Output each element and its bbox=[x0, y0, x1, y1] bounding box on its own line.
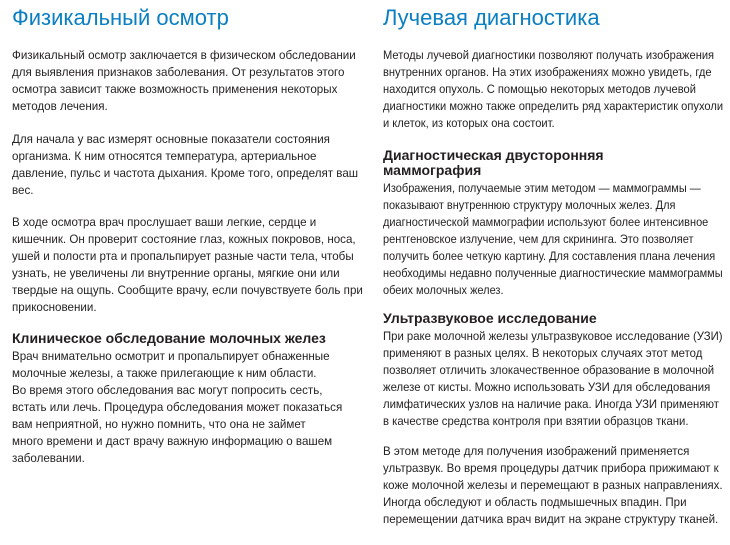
text-line: Иногда обследуют и область подмышечных впадин. При bbox=[383, 496, 687, 509]
text-line: и клеток, из которых она состоит. bbox=[383, 117, 555, 130]
text-line: диагностики можно также определить ряд характеристик опухоли bbox=[383, 100, 724, 113]
heading-line: маммография bbox=[383, 162, 482, 178]
heading-line: Ультразвуковое исследование bbox=[383, 310, 597, 326]
text-line: получить более четкую картину. Для составления плана лечения bbox=[383, 250, 716, 263]
text-line: в качестве средства контроля при взятии образцов ткани. bbox=[383, 415, 689, 428]
text-line: молочные железы, а также прилегающие к ним области. bbox=[12, 367, 317, 380]
text-line: методов лечения. bbox=[12, 100, 108, 113]
text-line: коже молочной железы и перемещают в разных направлениях. bbox=[383, 479, 723, 492]
vitals-paragraph bbox=[12, 131, 358, 199]
ultrasound-paragraph bbox=[383, 328, 730, 430]
text-line: необходимы недавно полученные диагностические маммограммы bbox=[383, 267, 723, 280]
text-line: осмотра зависит также возможность применения некоторых bbox=[12, 83, 338, 96]
text-line: Физикальный осмотр заключается в физическом обследовании bbox=[12, 49, 356, 62]
text-line: узнать, не увеличены ли внутренние органы, мягкие они или bbox=[12, 267, 340, 280]
text-line: лимфатических узлов на наличие рака. Иногда УЗИ применяют bbox=[383, 398, 719, 411]
text-line: Для начала у вас измерят основные показатели состояния bbox=[12, 133, 330, 146]
heading-line: Диагностическая двусторонняя bbox=[383, 147, 604, 163]
text-line: Методы лучевой диагностики позволяют получать изображения bbox=[383, 49, 715, 62]
exam-paragraph bbox=[12, 214, 363, 316]
text-line: В ходе осмотра врач прослушает ваши легкие, сердце и bbox=[12, 216, 317, 229]
text-line: рентгеновское излучение, чем для скрининга. Это позволяет bbox=[383, 233, 694, 246]
physical-exam-intro-paragraph bbox=[12, 47, 356, 115]
ultrasound-heading bbox=[383, 311, 597, 326]
text-line: Врач внимательно осмотрит и пропальпирует обнаженные bbox=[12, 350, 330, 363]
breast-exam-paragraph bbox=[12, 348, 342, 467]
text-line: Изображения, получаемые этим методом — маммограммы — bbox=[383, 182, 701, 195]
text-line: ультразвук. Во время процедуры датчик прибора прижимают к bbox=[383, 462, 719, 475]
text-line: для выявления признаков заболевания. От результатов этого bbox=[12, 66, 345, 79]
text-line: встать или лечь. Процедура обследования может показаться bbox=[12, 401, 343, 414]
breast-exam-heading bbox=[12, 331, 326, 346]
text-line: давление, пульс и частота дыхания. Кроме того, определят ваш bbox=[12, 167, 359, 180]
text-line: много времени и даст врачу важную информацию о вашем bbox=[12, 435, 333, 448]
text-line: показывают внутреннюю структуру молочных желез. Для bbox=[383, 199, 676, 212]
text-line: При раке молочной железы ультразвуковое исследование (УЗИ) bbox=[383, 330, 723, 343]
section-title-imaging: Лучевая диагностика bbox=[383, 5, 600, 30]
text-line: позволяет отличить злокачественное образование в молочной bbox=[383, 364, 715, 377]
text-line: заболевании. bbox=[12, 452, 85, 465]
text-line: Во время этого обследования вас могут попросить сесть, bbox=[12, 384, 323, 397]
mammography-heading bbox=[383, 148, 604, 178]
mammography-paragraph bbox=[383, 180, 730, 299]
text-line: перемещении датчика врач видит на экране структуру тканей. bbox=[383, 513, 719, 526]
text-line: находится опухоль. С помощью некоторых методов лучевой bbox=[383, 83, 696, 96]
text-line: кишечник. Он проверит состояние глаз, кожных покровов, носа, bbox=[12, 233, 356, 246]
text-line: ушей и полости рта и пропальпирует разные части тела, чтобы bbox=[12, 250, 354, 263]
text-line: диагностической маммографии используют более интенсивное bbox=[383, 216, 709, 229]
section-title-physical-exam: Физикальный осмотр bbox=[12, 5, 229, 30]
text-line: внутренних органов. На этих изображениях можно увидеть, где bbox=[383, 66, 712, 79]
text-line: обеих молочных желез. bbox=[383, 284, 504, 297]
text-line: организма. К ним относятся температура, артериальное bbox=[12, 150, 317, 163]
text-line: вес. bbox=[12, 184, 34, 197]
ultrasound-procedure-paragraph bbox=[383, 443, 725, 528]
text-line: железе от кисты. Можно использовать УЗИ для обследования bbox=[383, 381, 711, 394]
text-line: твердые на ощупь. Сообщите врачу, если почувствуете боль при bbox=[12, 284, 363, 297]
heading-line: Клиническое обследование молочных желез bbox=[12, 330, 326, 346]
text-line: вам неприятной, но нужно помнить, что она не займет bbox=[12, 418, 306, 431]
text-line: прикосновении. bbox=[12, 301, 97, 314]
text-line: применяют в разных целях. В некоторых случаях этот метод bbox=[383, 347, 703, 360]
text-line: В этом методе для получения изображений применяется bbox=[383, 445, 690, 458]
imaging-intro-paragraph bbox=[383, 47, 730, 132]
